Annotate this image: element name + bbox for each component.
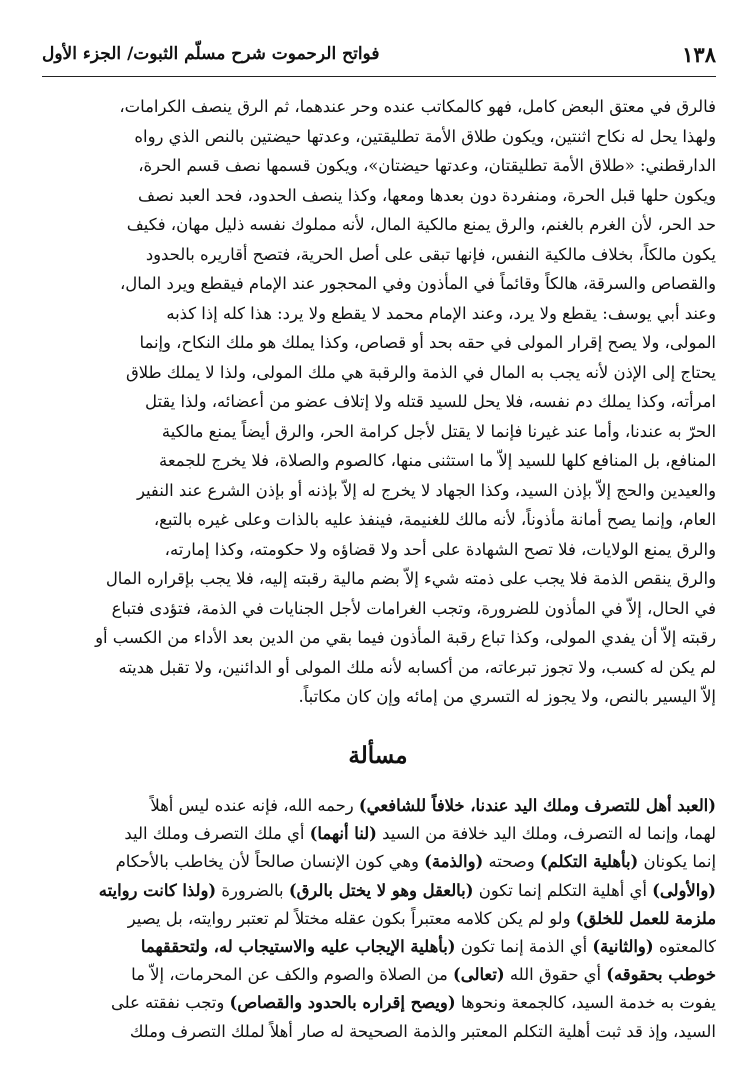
text-line (42, 961, 716, 989)
text-line (42, 989, 716, 1017)
text-line (42, 820, 716, 848)
matn-bold: ملزمة للعمل للخلق) (575, 908, 716, 928)
matn-bold: (والأولى) (652, 880, 716, 900)
page-header (42, 36, 716, 77)
page-number: ١٣٨ (682, 42, 716, 67)
matn-bold: (والثانية) (592, 936, 654, 956)
matn-bold: (العبد أهل للتصرف وملك اليد عندنا، خلافاً للشافعي) (358, 796, 716, 815)
text-line: والرق ينقص الذمة فلا يجب على ذمته شيء إلاّ بضم مالية رقبته إليه، فلا يجب بإقراره المال (105, 569, 716, 588)
sharh-text: أي ملك التصرف وملك اليد (124, 824, 310, 844)
sharh-text: وهي كون الإنسان صالحاً لأن يخاطب بالأحكام (115, 852, 425, 872)
text-line: امرأته، وكذا يملك دم نفسه، فلا يحل للسيد قتله ولا إتلاف عضو من أعضائه، ولذا يقتل (145, 392, 716, 411)
text-line: والعيدين والحج إلاّ بإذن السيد، وكذا الجهاد لا يخرج له إلاّ بإذنه أو بإذن الشرع عند النفير (136, 480, 716, 500)
sharh-text: وصحته (483, 852, 540, 872)
text-line (42, 848, 716, 876)
sharh-text: إنما يكونان (638, 852, 716, 872)
matn-bold: (ولذا كانت روايته (98, 880, 217, 900)
text-line: والرق يمنع الولايات، فلا تصح الشهادة على أحد ولا قضاؤه ولا حكومته، وكذا إمارته، (164, 539, 716, 559)
matn-bold: (بأهلية التكلم) (539, 852, 639, 872)
section-heading: مسألة (348, 742, 408, 769)
text-line (42, 792, 716, 820)
sharh-text: أي أهلية التكلم إنما تكون (473, 880, 653, 900)
text-line: الدارقطني: «طلاق الأمة تطليقتان، وعدتها حيضتان»، ويكون قسمها نصف قسم الحرة، (138, 156, 716, 175)
text-line: إلاّ اليسير بالنص، ولا يجوز له التسري من إمائه وإن كان مكاتباً. (298, 687, 716, 706)
matn-bold: (بالعقل وهو لا يختل بالرق) (288, 880, 474, 900)
matn-bold: (بأهلية الإيجاب عليه والاستيجاب له، ولتحققهما (140, 936, 456, 956)
text-line: العام، وإنما يصح أمانة مأذوناً، لأنه مالك للغنيمة، فينفذ عليه بالذات وعلى غيره بالتبع، (153, 510, 716, 529)
text-line: الحرّ به عندنا، وأما عند غيرنا فإنما لا يقتل لأجل كرامة الحر، والرق أيضاً يمنع مالكية (161, 421, 716, 441)
text-line (42, 905, 716, 933)
sharh-text: من الصلاة والصوم والكف عن المحرمات، إلاّ ما (131, 965, 454, 985)
text-line: يكون مالكاً، بخلاف مالكية النفس، فإنها تبقى على أصل الحرية، فتصح أقاريره بالحدود (145, 244, 716, 264)
text-line (42, 1018, 716, 1046)
sharh-text: أي الذمة إنما تكون (455, 936, 593, 956)
text-line: والقصاص والسرقة، هالكاً وقائماً في المأذون وفي المحجور عند الإمام فيقطع ويرد المال، (120, 274, 716, 293)
sharh-text: أي حقوق الله (504, 965, 607, 985)
text-line: في الحال، إلاّ في المأذون للضرورة، وتجب الغرامات لأجل الجنايات في الذمة، فتؤدى فتباع (111, 598, 716, 618)
sharh-text: وتجب نفقته على (110, 993, 230, 1013)
text-line: وعند أبي يوسف: يقطع ولا يرد، وعند الإمام محمد لا يقطع ولا يرد: هذا كله إذا كذبه (166, 303, 716, 323)
text-line (42, 877, 716, 905)
text-line: المولى، ولا يصح إقرار المولى في حقه بحد أو قصاص، وكذا يملك هو ملك النكاح، وإنما (139, 333, 716, 352)
text-line (42, 933, 716, 961)
sharh-text: يفوت به خدمة السيد، كالجمعة ونحوها (455, 993, 716, 1013)
text-line: المنافع، بل المنافع كلها للسيد إلاّ ما استثنى منها، كالصوم والصلاة، فلا يخرج للجمعة (159, 451, 716, 470)
paragraph-slavery-rulings (42, 92, 716, 712)
sharh-text: كالمعتوه (653, 936, 716, 956)
text-line: ولهذا يحل له نكاح اثنتين، ويكون طلاق الأمة تطليقتين، وعدتها حيضتين بالنص الذي رواه (134, 126, 716, 146)
text-line: يحتاج إلى الإذن لأنه يجب به المال في الذمة والرقبة هي ملك المولى، ولذا لا يملك طلاق (126, 362, 716, 382)
sharh-text: رحمه الله، فإنه عنده ليس أهلاً (150, 796, 359, 815)
sharh-text: ولو لم يكن كلامه معتبراً بكون عقله مختلاً لم تعتبر روايته، بل يصير (127, 908, 576, 928)
text-line: لم يكن له كسب، ولا تجوز تبرعاته، من أكسابه لأنه ملك المولى أو الدائنين، ولا تقبل هديته (118, 657, 716, 677)
matn-bold: (والذمة) (424, 852, 484, 872)
matn-bold: (ويصح إقراره بالحدود والقصاص) (229, 993, 456, 1013)
sharh-text: لهما، وإنما له التصرف، وملك اليد خلافة من السيد (376, 824, 716, 844)
text-line: فالرق في معتق البعض كامل، فهو كالمكاتب عنده وحر عندهما، ثم الرق ينصف الكرامات، (119, 97, 716, 116)
sharh-text: السيد، وإذ قد ثبت أهلية التكلم المعتبر والذمة الصحيحة له صار أهلاً لملك التصرف وملك (129, 1021, 716, 1041)
sharh-text: بالضرورة (216, 880, 289, 900)
matn-bold: خوطب بحقوقه) (606, 965, 716, 985)
text-line: ويكون حلها قبل الحرة، ومنفردة دون بعدها ومعها، وكذا ينصف الحدود، فحد العبد نصف (138, 185, 716, 205)
text-line: حد الحر، لأن الغرم بالغنم، والرق يمنع مالكية المال، لأنه مملوك نفسه ذليل مهان، فكيف (126, 215, 716, 234)
matn-bold: (لنا أنهما) (309, 824, 377, 844)
running-title: فواتح الرحموت شرح مسلّم الثبوت/ الجزء الأول (42, 44, 380, 64)
text-line: رقبته إلاّ أن يفدي المولى، وكذا تباع رقبة المأذون فيما بقي من الدين بعد الأداء من الكسب أو (95, 628, 716, 647)
paragraph-issue-text (42, 792, 716, 1046)
matn-bold: (تعالى) (453, 965, 505, 985)
